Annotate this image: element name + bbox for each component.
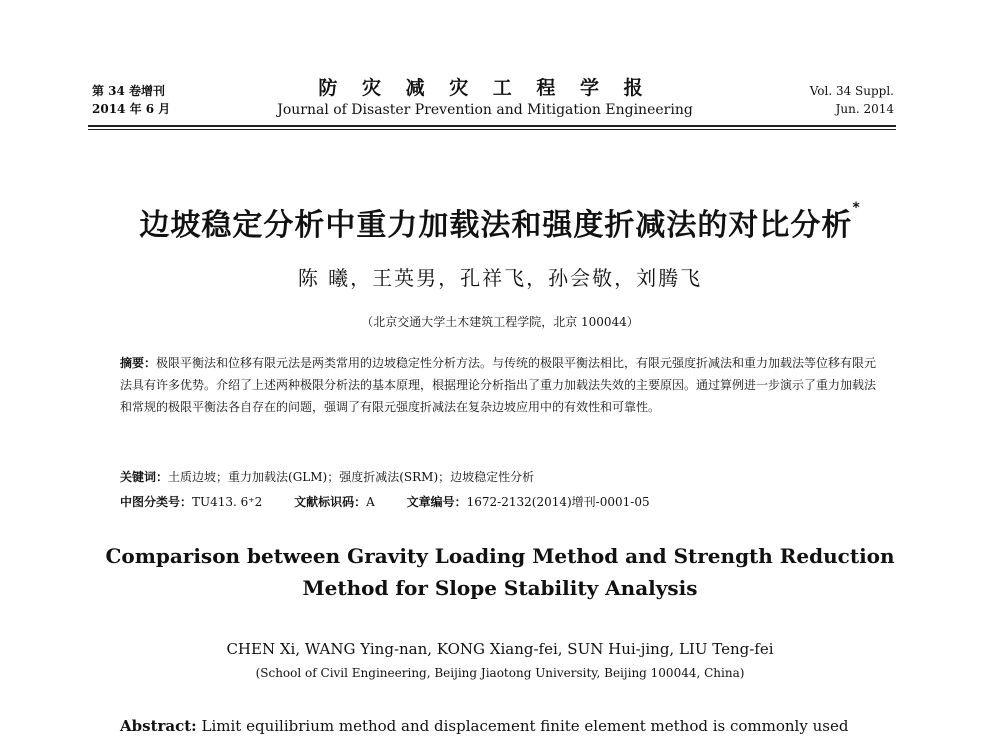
abstract-cn-text: 极限平衡法和位移有限元法是两类常用的边坡稳定性分析方法。与传统的极限平衡法相比，有限元强度折减法和重力加载法等位移有限元法具有许多优势。介绍了上述两种极限分析法的基本原理，根据理论分析指出了重力加载法失效的主要原因。通过算例进一步演示了重力加载法和常规的极限平衡法各自存在的问题，强调了有限元强度折减法在复杂边坡应用中的有效性和可靠性。 xyxy=(120,356,877,414)
journal-header xyxy=(250,76,720,120)
journal-name-en: Journal of Disaster Prevention and Mitigation Engineering xyxy=(277,102,693,118)
clc-label: 中图分类号： xyxy=(120,495,193,509)
date-cn: 2014 年 6 月 xyxy=(92,102,171,116)
keywords-text: 土质边坡；重力加载法(GLM)；强度折减法(SRM)；边坡稳定性分析 xyxy=(168,470,535,484)
title-en-line2: Method for Slope Stability Analysis xyxy=(302,576,698,600)
abstract-en-text: Limit equilibrium method and displacement finite element method is commonly used xyxy=(201,717,849,735)
affiliation-en: (School of Civil Engineering, Beijing Jiaotong University, Beijing 100044, China) xyxy=(255,666,745,680)
classification-line xyxy=(120,493,900,511)
paper-title-en xyxy=(0,540,1000,604)
header-right xyxy=(810,82,894,118)
header-rule-thin xyxy=(88,129,896,130)
abstract-en-label: Abstract: xyxy=(120,717,197,735)
title-cn-text: 边坡稳定分析中重力加载法和强度折减法的对比分析 xyxy=(139,208,853,243)
abstract-cn-label: 摘要： xyxy=(120,356,157,370)
title-en-line1: Comparison between Gravity Loading Method and Strength Reduction xyxy=(105,544,895,568)
date-en: Jun. 2014 xyxy=(835,102,894,116)
abstract-en xyxy=(120,716,900,736)
title-footnote-mark: * xyxy=(852,200,861,216)
keywords-cn xyxy=(120,468,900,486)
volume-en: Vol. 34 Suppl. xyxy=(809,84,894,98)
header-left xyxy=(92,82,170,118)
volume-cn: 第 34 卷增刊 xyxy=(92,84,166,98)
journal-name-cn: 防 灾 减 灾 工 程 学 报 xyxy=(318,77,652,99)
doc-code-value: A xyxy=(366,495,375,509)
affiliation-cn: （北京交通大学土木建筑工程学院，北京 100044） xyxy=(361,315,639,329)
abstract-cn xyxy=(120,352,880,418)
authors-en: CHEN Xi, WANG Ying-nan, KONG Xiang-fei, SUN Hui-jing, LIU Teng-fei xyxy=(226,640,774,658)
authors-cn: 陈 曦，王英男，孔祥飞，孙会敬，刘腾飞 xyxy=(297,266,703,290)
clc-value: TU413. 6⁺2 xyxy=(192,495,263,509)
keywords-label: 关键词： xyxy=(120,470,169,484)
header-rule-thick xyxy=(88,125,896,127)
article-no-value: 1672-2132(2014)增刊-0001-05 xyxy=(466,495,650,509)
doc-code-label: 文献标识码： xyxy=(294,495,367,509)
article-no-label: 文章编号： xyxy=(406,495,467,509)
paper-title-cn xyxy=(0,200,1000,244)
